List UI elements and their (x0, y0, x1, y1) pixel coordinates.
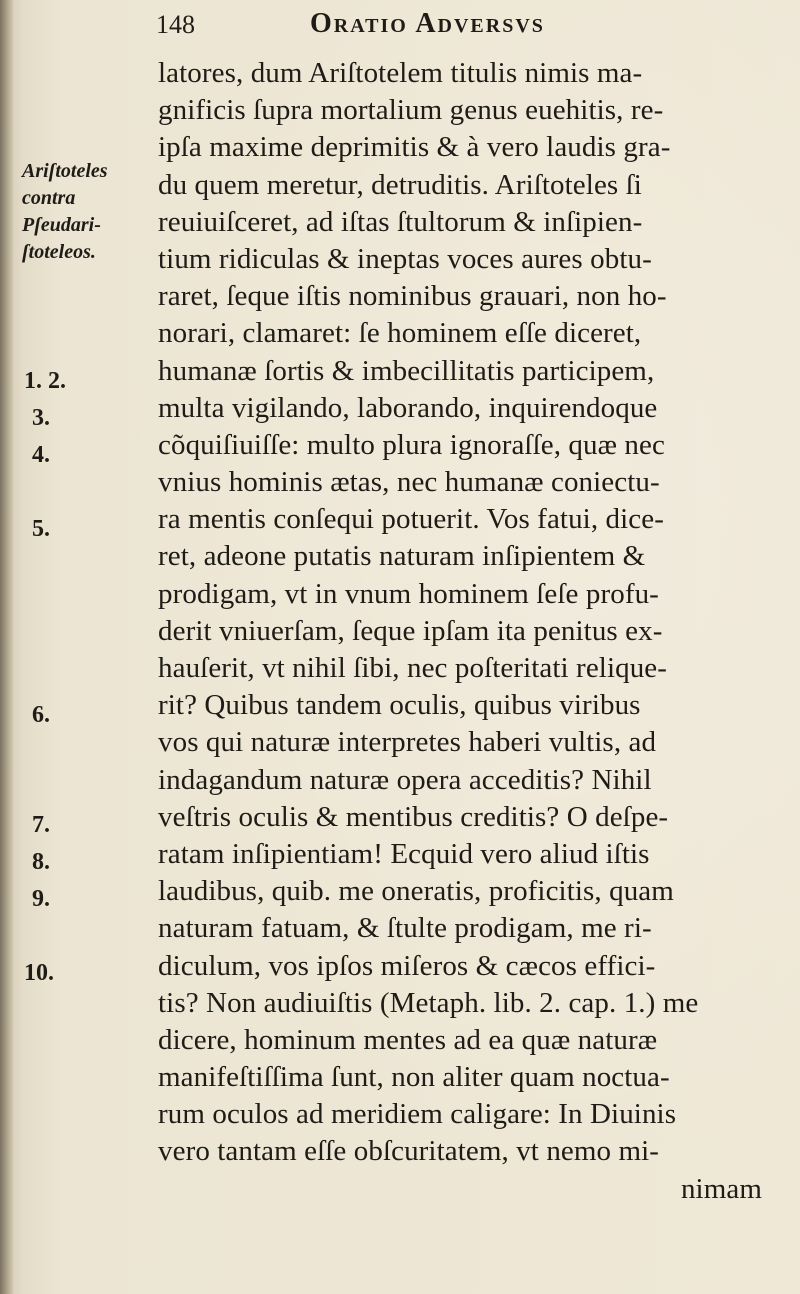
text-line: laudibus, quib. me oneratis, proficitis, quam (158, 875, 674, 908)
page-number: 148 (156, 10, 195, 39)
marginal-note-line: ſtoteleos. (22, 241, 96, 263)
binding-gutter (0, 0, 14, 1294)
text-line: vos qui naturæ interpretes haberi vultis, ad (158, 726, 657, 759)
text-line: multa vigilando, laborando, inquirendoque (158, 391, 658, 424)
text-line: veſtris oculis & mentibus creditis? O deſpe- (158, 800, 669, 833)
text-line: dicere, hominum mentes ad ea quæ naturæ (158, 1023, 658, 1056)
text-line: cõquiſiuiſſe: multo plura ignoraſſe, quæ nec (158, 428, 665, 461)
text-line: tium ridiculas & ineptas voces aures obtu- (158, 242, 652, 275)
text-line: vnius hominis ætas, nec humanæ coniectu- (158, 466, 660, 499)
page-header (0, 6, 800, 50)
marginal-note-line: contra (22, 187, 76, 209)
text-line: raret, ſeque iſtis nominibus grauari, non ho- (158, 280, 667, 313)
text-line: rum oculos ad meridiem caligare: In Diuinis (158, 1098, 677, 1131)
text-line: manifeſtiſſima ſunt, non aliter quam noctua- (158, 1061, 670, 1094)
running-head: Oratio Adversvs (310, 8, 545, 39)
text-line: ret, adeone putatis naturam inſipientem & (158, 540, 646, 573)
text-line: latores, dum Ariſtotelem titulis nimis ma- (158, 57, 643, 89)
text-line: hauſerit, vt nihil ſibi, nec poſteritati relique- (158, 652, 668, 684)
marginal-note (22, 158, 108, 266)
text-line: naturam fatuam, & ſtulte prodigam, me ri- (158, 912, 652, 945)
margin-marker: 4. (32, 442, 50, 468)
text-line: vero tantam eſſe obſcuritatem, vt nemo mi- (158, 1135, 660, 1168)
text-line: rit? Quibus tandem oculis, quibus viribus (158, 689, 641, 722)
body-text (158, 55, 798, 1208)
margin-marker: 5. (32, 516, 50, 542)
margin-marker: 8. (32, 849, 50, 875)
text-line: humanæ ſortis & imbecillitatis participem, (158, 354, 655, 387)
text-line: derit vniuerſam, ſeque ipſam ita penitus ex- (158, 614, 663, 647)
text-line: tis? Non audiuiſtis (Metaph. lib. 2. cap. 1.) me (158, 986, 699, 1019)
margin-marker: 10. (24, 960, 54, 986)
marginal-note-line: Pſeudari- (22, 214, 101, 236)
marginal-note-line: Ariſtoteles (22, 160, 108, 182)
text-line: du quem meretur, detruditis. Ariſtoteles ſi (158, 168, 642, 201)
text-line: ratam inſipientiam! Ecquid vero aliud iſtis (158, 837, 650, 870)
text-line: reuiuiſceret, ad iſtas ſtultorum & inſipien- (158, 205, 643, 238)
text-line: gnificis ſupra mortalium genus euehitis, re- (158, 94, 664, 127)
margin-marker: 6. (32, 702, 50, 728)
margin-marker: 1. 2. (24, 368, 66, 394)
text-line: ipſa maxime deprimitis & à vero laudis gra- (158, 131, 671, 164)
text-line: prodigam, vt in vnum hominem ſeſe profu- (158, 577, 659, 610)
margin-marker: 7. (32, 812, 50, 838)
text-line: norari, clamaret: ſe hominem eſſe diceret, (158, 317, 642, 350)
catchword: nimam (680, 1172, 762, 1205)
text-line: indagandum naturæ opera acceditis? Nihil (158, 763, 652, 796)
text-line: diculum, vos ipſos miſeros & cæcos effici- (158, 949, 656, 982)
margin-marker: 9. (32, 886, 50, 912)
margin-marker: 3. (32, 405, 50, 431)
text-line: ra mentis conſequi potuerit. Vos fatui, dice- (158, 503, 664, 536)
